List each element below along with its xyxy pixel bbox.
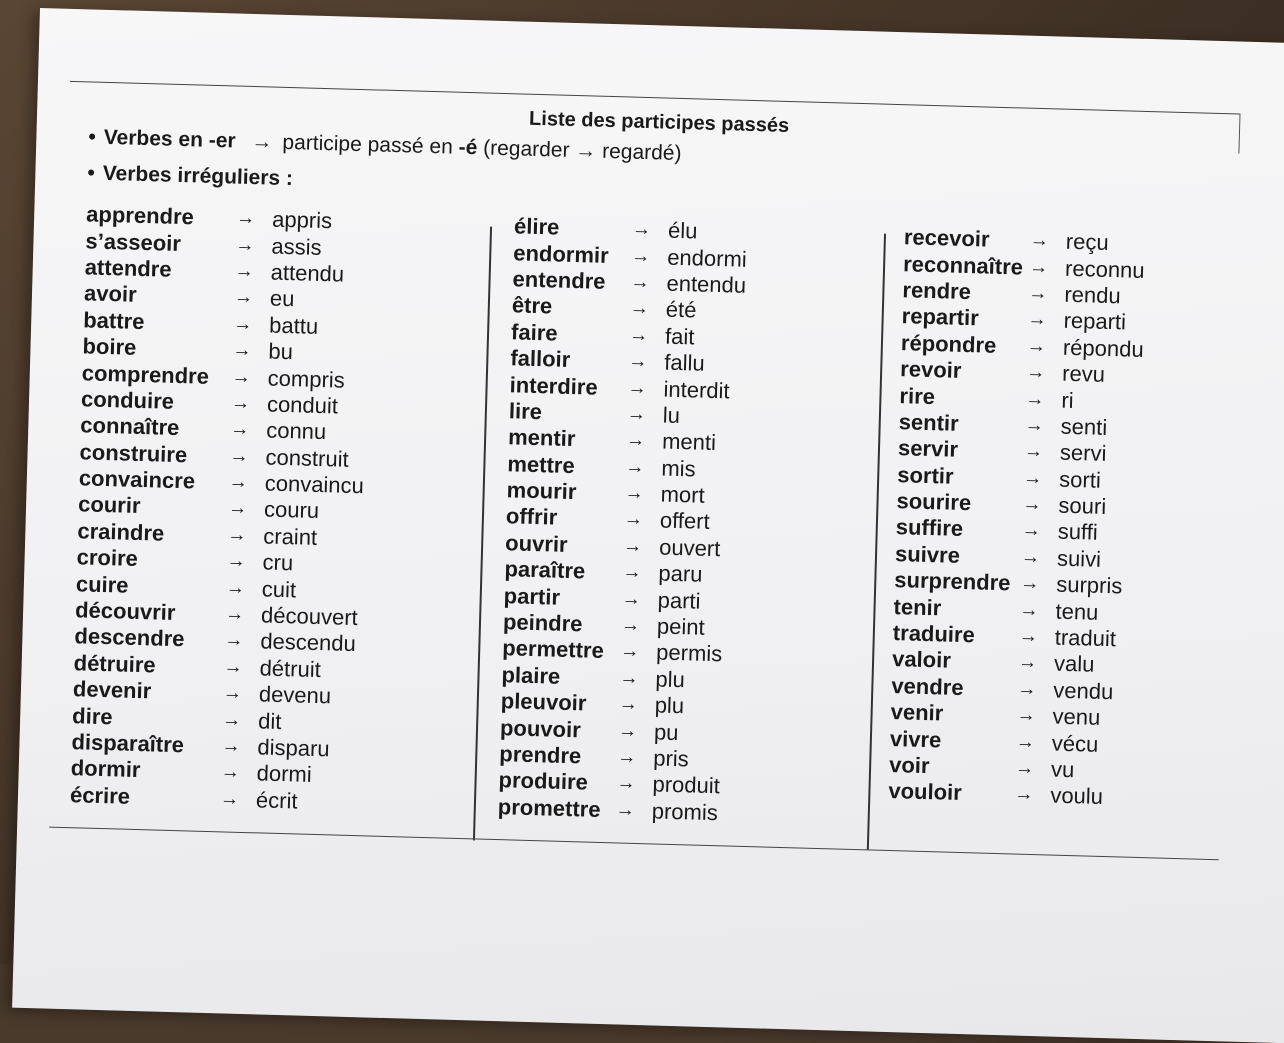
arrow: →	[232, 339, 252, 362]
past-participle: sorti	[1058, 466, 1102, 493]
past-participle: pu	[653, 719, 679, 745]
past-participle: vu	[1050, 756, 1075, 783]
arrow: →	[626, 403, 647, 425]
verb-infinitive: pouvoir	[499, 714, 582, 742]
verb-infinitive: lire	[508, 398, 543, 425]
arrow: →	[1023, 440, 1044, 463]
arrow: →	[615, 799, 636, 821]
arrow: →	[622, 561, 642, 584]
past-participle: élu	[667, 217, 698, 244]
verb-infinitive: falloir	[510, 345, 571, 373]
past-participle: plu	[655, 666, 686, 693]
arrow: →	[1028, 256, 1049, 278]
verb-infinitive: comprendre	[81, 359, 210, 389]
arrow: →	[629, 297, 650, 320]
rule-irregular-label: Verbes irréguliers :	[102, 161, 294, 191]
past-participle: convaincu	[264, 470, 365, 499]
past-participle: mort	[660, 481, 706, 508]
verb-infinitive: dire	[71, 702, 113, 729]
past-participle: détruit	[259, 655, 322, 682]
paper-sheet	[12, 8, 1284, 1043]
verb-infinitive: traduire	[892, 620, 976, 648]
column-divider	[867, 234, 886, 850]
verb-infinitive: écrire	[69, 781, 131, 809]
verb-infinitive: interdire	[509, 371, 599, 400]
verb-infinitive: venir	[890, 699, 944, 726]
arrow: →	[219, 788, 240, 810]
arrow: →	[235, 207, 256, 230]
arrow: →	[1015, 731, 1036, 753]
verb-infinitive: cuire	[75, 570, 129, 598]
past-participle: pris	[652, 745, 690, 772]
verb-infinitive: servir	[897, 435, 959, 463]
past-participle: découvert	[260, 602, 359, 631]
verb-infinitive: repartir	[901, 303, 980, 331]
arrow: →	[1021, 520, 1042, 542]
verb-infinitive: disparaître	[71, 729, 185, 758]
verb-infinitive: avoir	[83, 280, 137, 308]
past-participle: été	[665, 296, 697, 323]
past-participle: dit	[257, 707, 282, 734]
past-participle: parti	[657, 587, 701, 614]
arrow: →	[1024, 414, 1045, 437]
verb-infinitive: craindre	[77, 518, 165, 546]
past-participle: permis	[655, 639, 723, 667]
verb-infinitive: s’asseoir	[85, 227, 182, 256]
arrow: →	[1017, 678, 1037, 700]
arrow: →	[621, 588, 642, 610]
past-participle: eu	[269, 285, 295, 312]
arrow: →	[1016, 704, 1036, 727]
arrow: →	[1020, 546, 1041, 569]
arrow: →	[1014, 783, 1034, 806]
rule-er-example: (regarder → regardé)	[477, 136, 682, 165]
verb-infinitive: rendre	[902, 277, 972, 305]
arrow: →	[220, 761, 241, 784]
past-participle: paru	[658, 560, 703, 587]
verb-infinitive: valoir	[891, 646, 952, 674]
rule-er-label: Verbes en	[103, 125, 210, 152]
verb-infinitive: permettre	[501, 635, 605, 664]
past-participle: suffi	[1057, 519, 1099, 546]
verb-infinitive: voir	[888, 752, 930, 779]
past-participle: reparti	[1063, 308, 1127, 335]
arrow: →	[222, 682, 243, 705]
past-participle: cru	[262, 549, 294, 576]
rule-er-text: participe passé en	[282, 130, 460, 159]
past-participle: répondu	[1062, 334, 1145, 362]
verb-infinitive: sortir	[896, 461, 954, 489]
verb-infinitive: suivre	[894, 540, 961, 568]
verb-infinitive: vivre	[889, 725, 942, 753]
arrow: →	[229, 445, 249, 467]
top-rule	[70, 81, 1240, 115]
verb-infinitive: recevoir	[903, 224, 990, 252]
verb-infinitive: reconnaître	[902, 250, 1024, 280]
past-participle: endormi	[666, 244, 748, 272]
verb-infinitive: produire	[498, 767, 589, 795]
past-participle: connu	[265, 417, 327, 445]
rule-er-suffix: -er	[208, 128, 236, 153]
arrow: →	[619, 640, 640, 663]
verb-infinitive: rire	[899, 382, 936, 409]
arrow: →	[230, 418, 250, 441]
past-participle: reçu	[1065, 228, 1110, 256]
past-participle: interdit	[663, 376, 730, 403]
arrow: →	[233, 286, 254, 309]
verb-infinitive: ouvrir	[504, 530, 568, 557]
past-participle: menti	[661, 428, 717, 456]
verb-infinitive: paraître	[504, 556, 586, 584]
past-participle: fallu	[664, 349, 706, 376]
bullet: •	[87, 161, 96, 185]
verb-column-2	[498, 213, 748, 826]
past-participle: entendu	[666, 270, 747, 298]
verb-infinitive: tenir	[893, 593, 942, 621]
past-participle: offert	[659, 507, 711, 535]
verb-infinitive: devenir	[72, 676, 152, 704]
arrow: →	[1025, 361, 1046, 384]
arrow: →	[616, 772, 636, 795]
past-participle: devenu	[258, 681, 332, 709]
arrow: →	[1017, 652, 1038, 674]
verb-infinitive: battre	[82, 307, 145, 334]
verb-infinitive: endormir	[513, 239, 610, 268]
verb-infinitive: plaire	[501, 661, 561, 689]
past-participle: valu	[1053, 651, 1095, 678]
column-divider	[473, 227, 492, 841]
past-participle: ri	[1061, 387, 1075, 413]
past-participle: battu	[268, 312, 319, 339]
past-participle: rendu	[1064, 281, 1122, 309]
bottom-rule	[49, 827, 1219, 861]
arrow: →	[1026, 335, 1047, 357]
verb-row	[888, 778, 1131, 811]
verb-infinitive: construire	[79, 438, 188, 467]
verb-infinitive: surprendre	[894, 567, 1011, 596]
arrow: →	[1014, 757, 1035, 780]
verb-infinitive: mettre	[507, 450, 576, 478]
past-participle: mis	[661, 455, 696, 482]
rule-er-ending: -é	[458, 135, 478, 160]
arrow: →	[1018, 625, 1039, 648]
past-participle: bu	[268, 338, 294, 365]
verb-infinitive: vouloir	[888, 778, 963, 806]
verb-infinitive: boire	[82, 333, 137, 360]
arrow: →	[627, 377, 647, 399]
past-participle: conduit	[266, 391, 339, 419]
past-participle: craint	[263, 523, 318, 550]
verb-infinitive: partir	[503, 582, 561, 610]
arrow: →	[225, 577, 246, 599]
verb-infinitive: suffire	[895, 514, 964, 542]
verb-infinitive: vendre	[891, 672, 964, 700]
verb-row	[498, 794, 732, 827]
verb-infinitive: être	[511, 292, 553, 319]
verb-infinitive: promettre	[497, 793, 601, 822]
arrow: →	[227, 524, 247, 546]
arrow: →	[1027, 309, 1047, 331]
past-participle: dormi	[256, 760, 313, 788]
past-participle: compris	[267, 365, 346, 393]
arrow: →	[1020, 572, 1040, 595]
verb-infinitive: mourir	[506, 477, 577, 505]
past-participle: reconnu	[1064, 255, 1145, 283]
participles-table	[69, 75, 1240, 826]
past-participle: produit	[652, 771, 721, 799]
past-participle: senti	[1060, 413, 1108, 440]
verb-infinitive: connaître	[80, 412, 180, 441]
arrow: →	[630, 271, 650, 294]
arrow: →	[622, 535, 643, 557]
past-participle: cuit	[261, 576, 297, 603]
verb-infinitive: mentir	[507, 424, 576, 452]
verb-infinitive: élire	[513, 213, 560, 240]
arrow: →	[227, 497, 248, 520]
past-participle: plu	[654, 692, 685, 719]
arrow: →	[1028, 282, 1048, 305]
past-participle: appris	[271, 206, 333, 234]
arrow: →	[620, 614, 641, 637]
arrow: →	[228, 471, 249, 494]
past-participle: ouvert	[658, 534, 721, 562]
verb-infinitive: prendre	[499, 741, 582, 769]
past-participle: souri	[1058, 492, 1107, 520]
arrow: →	[631, 245, 651, 267]
arrow: →	[1019, 599, 1039, 621]
arrow: →	[631, 218, 652, 241]
past-participle: suivi	[1056, 545, 1102, 572]
arrow: →	[232, 313, 253, 335]
arrow: →	[623, 508, 644, 531]
arrow: →	[1022, 493, 1042, 516]
past-participle: descendu	[260, 628, 357, 657]
past-participle: écrit	[255, 787, 298, 814]
past-participle: traduit	[1054, 624, 1117, 652]
past-participle: tenu	[1055, 598, 1099, 625]
past-participle: lu	[662, 402, 681, 428]
arrow: →	[617, 720, 638, 742]
verb-infinitive: apprendre	[85, 201, 195, 230]
arrow: →	[231, 366, 252, 388]
arrow: →	[617, 746, 637, 768]
arrow: →	[224, 629, 244, 652]
verb-column-1	[70, 201, 372, 816]
verb-infinitive: sentir	[898, 409, 960, 436]
verb-infinitive: répondre	[900, 329, 997, 358]
arrow: →	[224, 603, 245, 625]
arrow: →	[1025, 388, 1045, 410]
verb-infinitive: courir	[77, 491, 141, 519]
verb-infinitive: offrir	[505, 503, 558, 531]
past-participle: voulu	[1050, 782, 1104, 810]
verb-infinitive: découvrir	[74, 597, 176, 626]
verb-infinitive: pleuvoir	[500, 688, 587, 716]
past-participle: assis	[271, 233, 322, 260]
past-participle: servi	[1059, 439, 1107, 467]
arrow: →	[230, 392, 251, 414]
verb-infinitive: entendre	[512, 266, 606, 294]
arrow: →	[221, 708, 242, 731]
verb-infinitive: croire	[76, 544, 139, 572]
verb-infinitive: dormir	[70, 755, 141, 783]
arrow: →	[251, 129, 273, 154]
arrow: →	[628, 350, 648, 373]
verb-infinitive: descendre	[74, 623, 185, 652]
verb-infinitive: convaincre	[78, 465, 196, 494]
verb-infinitive: attendre	[84, 254, 172, 282]
arrow: →	[624, 482, 644, 505]
page-title: Liste des participes passés	[528, 107, 790, 137]
past-participle: couru	[263, 496, 320, 524]
verb-column-3	[888, 224, 1147, 811]
verb-infinitive: faire	[510, 319, 558, 346]
verb-infinitive: sourire	[896, 488, 972, 516]
arrow: →	[618, 693, 639, 716]
arrow: →	[625, 456, 645, 478]
arrow: →	[234, 260, 255, 283]
past-participle: construit	[265, 444, 350, 472]
past-participle: vendu	[1053, 677, 1114, 705]
past-participle: fait	[664, 323, 695, 350]
arrow: →	[226, 550, 246, 573]
past-participle: surpris	[1055, 571, 1123, 599]
arrow: →	[625, 429, 646, 452]
arrow: →	[619, 667, 639, 689]
past-participle: revu	[1061, 360, 1106, 388]
verb-infinitive: peindre	[502, 609, 583, 637]
arrow: →	[1022, 467, 1043, 489]
arrow: →	[628, 324, 649, 346]
past-participle: attendu	[270, 259, 345, 287]
arrow: →	[1029, 229, 1050, 252]
verb-infinitive: détruire	[73, 650, 156, 678]
verb-infinitive: conduire	[80, 386, 175, 414]
past-participle: disparu	[257, 734, 330, 762]
right-rule	[1238, 114, 1240, 154]
past-participle: peint	[656, 613, 706, 640]
arrow: →	[223, 656, 243, 678]
rule-irregular-line	[87, 161, 293, 191]
past-participle: vécu	[1051, 730, 1099, 757]
arrow: →	[235, 234, 255, 256]
past-participle: venu	[1052, 703, 1101, 731]
verb-infinitive: revoir	[899, 356, 962, 384]
bullet: •	[88, 125, 97, 149]
past-participle: promis	[651, 798, 719, 826]
arrow: →	[221, 735, 241, 757]
